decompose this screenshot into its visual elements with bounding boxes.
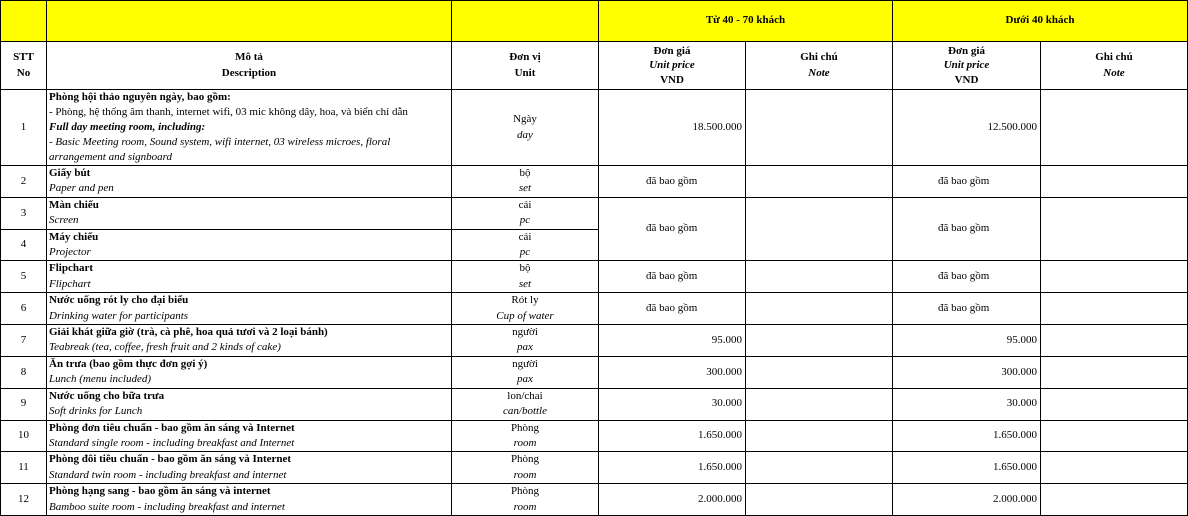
table-row [1, 420, 1188, 452]
row-number: 12 [1, 484, 47, 516]
row-unit: Phòng room [452, 420, 599, 452]
row-note-g2 [1041, 388, 1188, 420]
row-number: 1 [1, 90, 47, 166]
col-price-g2: Đơn giá Unit price VND [893, 42, 1041, 90]
row-price-g2: đã bao gồm [893, 166, 1041, 198]
row-description: Phòng đơn tiêu chuẩn - bao gồm ăn sáng và Internet Standard single room - including breakfast and Internet [47, 420, 452, 452]
row-price-g2: đã bao gồm [893, 293, 1041, 325]
row-description: Ăn trưa (bao gồm thực đơn gợi ý) Lunch (menu included) [47, 356, 452, 388]
row-price-g1: 2.000.000 [599, 484, 746, 516]
row-note-g1 [746, 388, 893, 420]
row-unit: bộ set [452, 261, 599, 293]
row-description: Máy chiếu Projector [47, 229, 452, 261]
row-number: 8 [1, 356, 47, 388]
table-row [1, 197, 1188, 229]
row-note-g2 [1041, 420, 1188, 452]
row-price-g2: 1.650.000 [893, 420, 1041, 452]
row-note-g1 [746, 356, 893, 388]
col-price-g1: Đơn giá Unit price VND [599, 42, 746, 90]
group-header-under-40: Dưới 40 khách [893, 1, 1188, 42]
row-description: Phòng hạng sang - bao gồm ăn sáng và internet Bamboo suite room - including breakfast and internet [47, 484, 452, 516]
table-row [1, 356, 1188, 388]
row-price-g1: 1.650.000 [599, 420, 746, 452]
row-note-g1 [746, 452, 893, 484]
row-description: Nước uống rót ly cho đại biểu Drinking water for participants [47, 293, 452, 325]
row-unit: lon/chai can/bottle [452, 388, 599, 420]
row-note-g1 [746, 197, 893, 261]
row-description: Giải khát giữa giờ (trà, cà phê, hoa quả tươi và 2 loại bánh) Teabreak (tea, coffee, fresh fruit and 2 kinds of cake) [47, 325, 452, 357]
row-unit: cái pc [452, 229, 599, 261]
row-price-g1: 300.000 [599, 356, 746, 388]
row-unit: Rót ly Cup of water [452, 293, 599, 325]
row-price-g2: đã bao gồm [893, 197, 1041, 261]
row-note-g1 [746, 325, 893, 357]
row-note-g2 [1041, 261, 1188, 293]
group-header-row [1, 1, 1188, 42]
row-note-g1 [746, 420, 893, 452]
col-stt: STT No [1, 42, 47, 90]
row-price-g1: đã bao gồm [599, 166, 746, 198]
row-description: Flipchart Flipchart [47, 261, 452, 293]
row-note-g1 [746, 90, 893, 166]
row-number: 3 [1, 197, 47, 229]
row-number: 2 [1, 166, 47, 198]
row-price-g1: đã bao gồm [599, 261, 746, 293]
table-row [1, 388, 1188, 420]
row-note-g2 [1041, 166, 1188, 198]
row-note-g2 [1041, 325, 1188, 357]
row-note-g2 [1041, 356, 1188, 388]
row-unit: bộ set [452, 166, 599, 198]
row-note-g2 [1041, 452, 1188, 484]
row-description: Phòng hội thảo nguyên ngày, bao gồm: - Phòng, hệ thống âm thanh, internet wifi, 03 mic không dây, hoa, và biển chỉ dẫn Full day meeting room, including: - Basic Meeting room, Sound system, wifi internet, 03 wireless microes, floral arrangement and signboard [47, 90, 452, 166]
row-note-g1 [746, 261, 893, 293]
table-row [1, 325, 1188, 357]
row-price-g1: 95.000 [599, 325, 746, 357]
row-price-g1: 30.000 [599, 388, 746, 420]
row-note-g2 [1041, 484, 1188, 516]
row-number: 7 [1, 325, 47, 357]
row-number: 10 [1, 420, 47, 452]
row-price-g1: 1.650.000 [599, 452, 746, 484]
group-header-blank-desc [47, 1, 452, 42]
row-price-g2: 2.000.000 [893, 484, 1041, 516]
row-price-g2: 12.500.000 [893, 90, 1041, 166]
row-price-g2: 300.000 [893, 356, 1041, 388]
group-header-40-70: Từ 40 - 70 khách [599, 1, 893, 42]
table-row [1, 484, 1188, 516]
group-header-blank-unit [452, 1, 599, 42]
row-note-g2 [1041, 90, 1188, 166]
row-unit: Ngày day [452, 90, 599, 166]
row-number: 5 [1, 261, 47, 293]
row-note-g1 [746, 484, 893, 516]
row-unit: cái pc [452, 197, 599, 229]
row-note-g1 [746, 293, 893, 325]
table-row [1, 293, 1188, 325]
table-row [1, 261, 1188, 293]
row-price-g1: 18.500.000 [599, 90, 746, 166]
row-price-g2: 30.000 [893, 388, 1041, 420]
col-note-g2: Ghi chú Note [1041, 42, 1188, 90]
row-note-g2 [1041, 197, 1188, 261]
row-price-g1: đã bao gồm [599, 197, 746, 261]
row-description: Màn chiếu Screen [47, 197, 452, 229]
row-description: Giấy bút Paper and pen [47, 166, 452, 198]
row-price-g2: 1.650.000 [893, 452, 1041, 484]
row-number: 6 [1, 293, 47, 325]
row-description: Phòng đôi tiêu chuẩn - bao gồm ăn sáng và Internet Standard twin room - including breakfast and internet [47, 452, 452, 484]
row-number: 11 [1, 452, 47, 484]
row-note-g2 [1041, 293, 1188, 325]
row-unit: Phòng room [452, 452, 599, 484]
table-row [1, 90, 1188, 166]
group-header-blank-stt [1, 1, 47, 42]
row-number: 4 [1, 229, 47, 261]
row-note-g1 [746, 166, 893, 198]
row-description: Nước uống cho bữa trưa Soft drinks for Lunch [47, 388, 452, 420]
row-unit: người pax [452, 356, 599, 388]
row-price-g2: đã bao gồm [893, 261, 1041, 293]
row-number: 9 [1, 388, 47, 420]
col-description: Mô tả Description [47, 42, 452, 90]
column-header-row [1, 42, 1188, 90]
row-unit: Phòng room [452, 484, 599, 516]
col-unit: Đơn vị Unit [452, 42, 599, 90]
table-row [1, 452, 1188, 484]
col-note-g1: Ghi chú Note [746, 42, 893, 90]
table-row [1, 166, 1188, 198]
row-price-g2: 95.000 [893, 325, 1041, 357]
row-price-g1: đã bao gồm [599, 293, 746, 325]
row-unit: người pax [452, 325, 599, 357]
